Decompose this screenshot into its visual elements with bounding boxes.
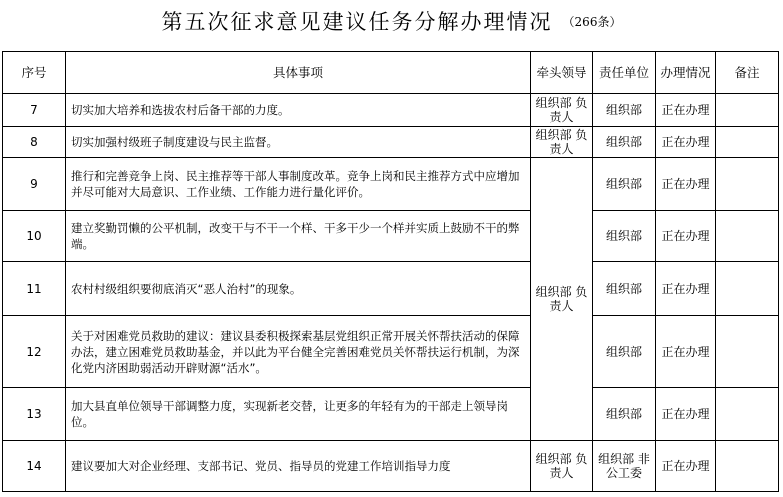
remark-cell: [716, 388, 779, 441]
unit-cell: 组织部: [593, 316, 656, 388]
seq-cell: 7: [3, 94, 66, 127]
remark-cell: [716, 94, 779, 127]
remark-cell: [716, 441, 779, 492]
header-seq: 序号: [3, 52, 66, 94]
status-cell: 正在办理: [656, 388, 716, 441]
remark-cell: [716, 316, 779, 388]
matter-cell: 加大县直单位领导干部调整力度，实现新老交替，让更多的年轻有为的干部走上领导岗位。: [66, 388, 531, 441]
task-table: [2, 51, 779, 492]
status-cell: 正在办理: [656, 262, 716, 316]
unit-cell: 组织部 非公工委: [593, 441, 656, 492]
lead-cell: 组织部 负责人: [531, 158, 593, 441]
unit-cell: 组织部: [593, 127, 656, 158]
matter-cell: 关于对困难党员救助的建议：建议县委积极探索基层党组织正常开展关怀帮扶活动的保障办法，建立困难党员救助基金，并以此为平台健全完善困难党员关怀帮扶运行机制，为深化党内济困助弱活动开辟财源“活水”。: [66, 316, 531, 388]
header-row: [3, 52, 779, 94]
lead-cell: 组织部 负责人: [531, 127, 593, 158]
seq-cell: 12: [3, 316, 66, 388]
remark-cell: [716, 127, 779, 158]
table-row: [3, 127, 779, 158]
seq-cell: 9: [3, 158, 66, 211]
header-unit: 责任单位: [593, 52, 656, 94]
table-row: [3, 211, 779, 262]
header-remark: 备注: [716, 52, 779, 94]
remark-cell: [716, 262, 779, 316]
document-title: 第五次征求意见建议任务分解办理情况: [161, 10, 553, 34]
table-row: [3, 94, 779, 127]
matter-cell: 农村村级组织要彻底消灭“恶人治村”的现象。: [66, 262, 531, 316]
matter-cell: 推行和完善竞争上岗、民主推荐等干部人事制度改革。竞争上岗和民主推荐方式中应增加并尽可能对大局意识、工作业绩、工作能力进行量化评价。: [66, 158, 531, 211]
seq-cell: 10: [3, 211, 66, 262]
seq-cell: 14: [3, 441, 66, 492]
matter-cell: 建立奖勤罚懒的公平机制，改变干与不干一个样、干多干少一个样并实质上鼓励不干的弊端。: [66, 211, 531, 262]
header-matter: 具体事项: [66, 52, 531, 94]
table-row: [3, 441, 779, 492]
unit-cell: 组织部: [593, 388, 656, 441]
seq-cell: 13: [3, 388, 66, 441]
status-cell: 正在办理: [656, 441, 716, 492]
unit-cell: 组织部: [593, 94, 656, 127]
remark-cell: [716, 158, 779, 211]
item-count: （266条）: [562, 14, 622, 29]
table-row: [3, 316, 779, 388]
seq-cell: 11: [3, 262, 66, 316]
status-cell: 正在办理: [656, 316, 716, 388]
unit-cell: 组织部: [593, 262, 656, 316]
status-cell: 正在办理: [656, 158, 716, 211]
lead-cell: 组织部 负责人: [531, 94, 593, 127]
unit-cell: 组织部: [593, 158, 656, 211]
header-status: 办理情况: [656, 52, 716, 94]
table-row: [3, 388, 779, 441]
remark-cell: [716, 211, 779, 262]
table-row: [3, 158, 779, 211]
matter-cell: 切实加大培养和选拔农村后备干部的力度。: [66, 94, 531, 127]
seq-cell: 8: [3, 127, 66, 158]
header-lead: 牵头领导: [531, 52, 593, 94]
lead-cell: 组织部 负责人: [531, 441, 593, 492]
status-cell: 正在办理: [656, 211, 716, 262]
status-cell: 正在办理: [656, 94, 716, 127]
table-row: [3, 262, 779, 316]
title-area: [0, 6, 783, 36]
matter-cell: 切实加强村级班子制度建设与民主监督。: [66, 127, 531, 158]
matter-cell: 建议要加大对企业经理、支部书记、党员、指导员的党建工作培训指导力度: [66, 441, 531, 492]
status-cell: 正在办理: [656, 127, 716, 158]
unit-cell: 组织部: [593, 211, 656, 262]
